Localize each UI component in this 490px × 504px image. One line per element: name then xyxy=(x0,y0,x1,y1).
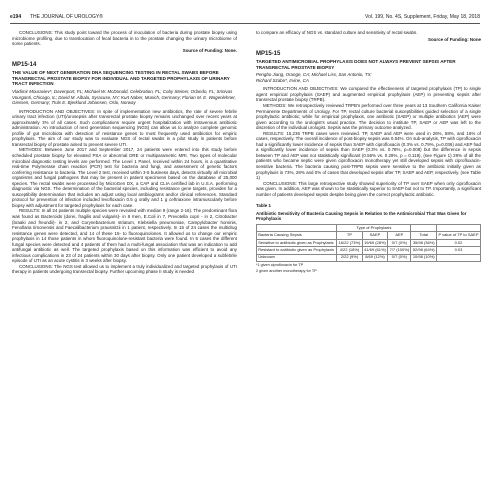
abstract-conclusions: CONCLUSIONS: The NGS test allowed us to implement a truly individualized and targeted prophylaxis of UTI therapy in patients undergoing transrectal biopsy. Further upcoming phase II study is needed xyxy=(12,263,237,275)
table-cell: 0/7 (0%) xyxy=(388,239,411,246)
table-row xyxy=(257,254,481,261)
spacer xyxy=(12,53,237,60)
table-cell: 0.02 xyxy=(436,239,480,246)
table-cell: 7/7 (100%) xyxy=(388,247,411,254)
table-group-header: Type of Prophylaxis xyxy=(337,224,411,231)
table-footnote: *1 given ciprofloxacin for TP xyxy=(256,262,304,267)
volume-info: Vol. 199, No. 4S, Supplement, Friday, May 18, 2018 xyxy=(365,14,480,20)
table-caption: Table 1 xyxy=(256,203,271,209)
previous-abstract-conclusions: CONCLUSIONS: This study point toward the process of inoculation of bacteria during prostate biopsy using microbiome profiling, due to translocation of fecal bacteria in to the prostate changing the urinary microbiome of some patients. xyxy=(12,30,237,47)
table-header-cell xyxy=(436,224,480,231)
spacer xyxy=(256,42,481,49)
journal-title: THE JOURNAL OF UROLOGY® xyxy=(30,14,103,20)
table-header-cell xyxy=(257,224,337,231)
table-cell: 16/22 (73%) xyxy=(337,239,363,246)
table-cell: 4/22 (18%) xyxy=(337,247,363,254)
abstract-results: RESULTS: 15,236 TRPB cases were reviewed. TP, SAEP and AEP were used in 26%, 58%, and 16% of cases, respectively. The overall incidence of post-biopsy sepsis was 0.64%. On sub-analysis, TP with ciprofloxacin had a significantly lower incidence of sepsis than SAEP with ciprofloxacin (0.3% vs. 0.79%, p=0.036) and AEP had a significantly lower incidence of sepsis than SAEP (0.3% vs. 0.78%, p=0.008) but the difference in sepsis between TP and AEP was not statistically significant (0.56% vs. 0.29%, p = 0.119), (see Figure 1) 29% of all the patients who became septic were given ciprofloxacin monotherapy yet still developed sepsis with ciprofloxacin-sensitive bacteria. The bacteria causing post-TRPB sepsis were sensitive to the antibiotic initially given as prophylaxis in 73%, 28% and 0% of cases that developed sepsis after TP, SAEP and AEP, respectively. (see Table 1) xyxy=(256,130,481,181)
table-header-cell: Bacteria Causing Sepsis xyxy=(257,232,337,239)
abstract-introduction: INTRODUCTION AND OBJECTIVES: We compared the effectiveness of targeted prophylaxis (TP) to single agent empirical prophylaxis (SAEP) and augmented empirical prophylaxis (AEP) in preventing sepsis after transrectal prostate biopsy (TRPB). xyxy=(256,86,481,103)
table-header-cell xyxy=(411,224,437,231)
table-cell: 2/22 (9%) xyxy=(337,254,363,261)
abstract-methods: METHODS: We retrospectively reviewed TRPB's performed over three years at 13 Southern California Kaiser Permanente Departments of Urology. For TP, rectal culture bacterial susceptibilities guided selection of a single prophylactic antibiotic; while for empirical prophylaxis, one antibiotic (SAEP) or multiple antibiotics (AEP) were given according to the urologist's usual practice. The decision to institute TP, SAEP or AEP was left to the discretion of the individual urologist. Sepsis was the primary outcome analyzed. xyxy=(256,103,481,131)
table-cell: Unknown xyxy=(257,254,337,261)
previous-abstract-tail: to compare an efficacy of NGS vs. standard culture and sensitivity of rectal swabs. xyxy=(256,30,418,35)
abstract-authors: Vladimir Mouraviev*, Davenport, FL; Michael W. McDonald, Celebration, FL; Coby Steiner, Orlando, FL; Srinivas Vourganti, Chicago, IL; David M. Albala, Syracuse, NY; Kurt Naber, Munich, Germany; Florian M. E. Wagenlehner, Giessen, Germany; Truls E. Bjerklund Johansen, Oslo, Norway xyxy=(12,88,236,106)
table-row xyxy=(257,239,481,246)
table-cell: Sensitive to antibiotic given as Prophylaxis xyxy=(257,239,337,246)
table-title: Antibiotic Sensitivity of Bacteria Causing Sepsis in Relation to the Antimicrobial That Was Given for Prophylaxis xyxy=(256,210,467,222)
abstract-authors: Pengbo Jiang, Orange, CA; Michael Liss, San Antonio, TX; xyxy=(256,72,372,78)
table-footnote: 2 given another monotherapy for TP xyxy=(256,268,317,273)
table-header-cell: P value of TP to SAEP xyxy=(436,232,480,239)
table-cell: 52/98 (64%) xyxy=(411,247,437,254)
right-column xyxy=(256,30,481,273)
abstract-id: MP15-15 xyxy=(256,51,281,58)
table-cell: 0/7 (0%) xyxy=(388,254,411,261)
table-cell: Resistant to antibiotic given as Prophylaxis xyxy=(257,247,337,254)
previous-abstract-funding: Source of Funding: None xyxy=(428,36,481,42)
sepsis-table xyxy=(256,224,481,262)
table-header-cell: SAEP xyxy=(362,232,388,239)
previous-abstract-funding: Source of Funding: None. xyxy=(182,47,237,53)
table-group-header-row xyxy=(257,224,481,231)
left-column xyxy=(12,30,237,275)
abstract-authors-cont: Richard Szabo*, Irvine, CA xyxy=(256,77,309,83)
table-cell xyxy=(436,254,480,261)
table-header-cell: Total xyxy=(411,232,437,239)
table-row xyxy=(257,247,481,254)
header-rule xyxy=(10,23,480,24)
abstract-title: THE VALUE OF NEXT GENERATION DNA SEQUENCING TESTING IN RECTAL SWABS BEFORE TRANSRECTAL PROSTATE BIOPSY FOR INDIVIDUAL AND TARGETED PROPHYLAXIS OF URINARY TRACT INFECTION xyxy=(12,70,230,87)
table-cell: 0.03 xyxy=(436,247,480,254)
table-header-cell: AEP xyxy=(388,232,411,239)
table-header-cell: TP xyxy=(337,232,363,239)
table-cell: 41/69 (61%) xyxy=(362,247,388,254)
abstract-results: RESULTS: In all 24 patients multiple species were revealed with median 9 (range 2-16). The predominant flora was found as Bacteroids (dorei, fragilis and vulgaris)- in 8 men, E.Coli in 7, Prevotella copri - in 2, Citrobacter (braaki and freundii)- in 2, and Corynebacterium striatum, Klebsiella pneumoniae, Campylobacter hominis, Fenollaria timonensis and Faecalibacterium prausnitzii in 1 patient, respectively. In 15 of 24 cases the multidrug resistance genes were detected, and 14 of these 15- to fluoroquinolones. It allowed us to change our empiric prophylaxis in 14 those patients in whom fluoroquinolone-resistant bacteria were found. In 5 cases the different fungal species were detected and 4 patients of them had a multi-fungal association that was an indication to add antifungal antibiotic as well. The targeted prophylaxis based on this information was efficient to avoid any infectious complications in 23 of 24 patients within 30 days after biopsy. Only one patient developed a subfebrile episode of UTI as an acute cystitis in 3 weeks after biopsy. xyxy=(12,208,237,264)
abstract-title: TARGETED ANTIMICROBIAL PROPHYLAXIS DOES NOT ALWAYS PREVENT SEPSIS AFTER TRANSRECTAL PROSTATE BIOPSY xyxy=(256,59,456,70)
table-header-row xyxy=(257,232,481,239)
page-number: e194 xyxy=(10,14,22,20)
abstract-methods: METHODS: Between June 2017 and September 2017, 24 patients were entered into this study before scheduled prostate biopsy for elevated PSA or abnormal DRE or multiparametric MRI. Two types of molecular microbial diagnostic testing levels are performed. The Level 1 Panel, received within 24 hours, is a quantitative real-time Polymerase chain reaction (PCR) test for bacteria and fungi, and assessment of genetic factors conferring resistance to bacteria. The Level 2 test, received within 3-5 business days, detects virtually all microbial organisms and fungal pathogens that may be present in patient specimens based on the database of 25,000 species. The rectal swabs were processed by MicroGen DX, a CAP and CLIA certified lab in U.S.A. performing diagnostic via NGS. The determination of the bacterial species, including resistance gene targets, provides for a susceptibility determination that includes an adjust using local antibiograms and/or clinical references. Standard protocol for prevention of infection included levofloxacin 0.5 g orally and 1 g ceftriaxone intramuscularly before biopsy with adjustment for targeted prophylaxis for each case. xyxy=(12,147,237,208)
table-cell: 8/69 (12%) xyxy=(362,254,388,261)
abstract-introduction: INTRODUCTION AND OBJECTIVES: In spite of implementation new antibiotics, the rate of severe febrile urinary tract infection (UTI)/urosepsis after transrectal prostate biopsy remains unchanged over recent years at approximately 3% of all cases. Such complications require urgent hospitalization with intravenous antibiotic administration. An introduction of next generation sequencing (NGS) can allow us to analyze complete genomic profile of gut microbiota with detection of resistance genes to most frequently used antibiotics for empiric prophylaxis. The aim of our study was to evaluate NGS of rectal swabs in a pilot study in patients before transrectal biopsy of prostate aimed to prevent severe UTI. xyxy=(12,108,237,147)
table-cell: 10/98 (10%) xyxy=(411,254,437,261)
table-cell: 35/98 (36%) xyxy=(411,239,437,246)
table-cell: 19/69 (28%) xyxy=(362,239,388,246)
abstract-id: MP15-14 xyxy=(12,62,37,69)
abstract-conclusions: CONCLUSIONS: This large retrospective study showed superiority of TP over SAEP when only ciprofloxacin was given. In addition, AEP was shown to be statistically superior to SAEP but not to TP. Importantly, a significant number of patients developed sepsis despite being given the correct prophylactic antibiotic. xyxy=(256,180,481,197)
